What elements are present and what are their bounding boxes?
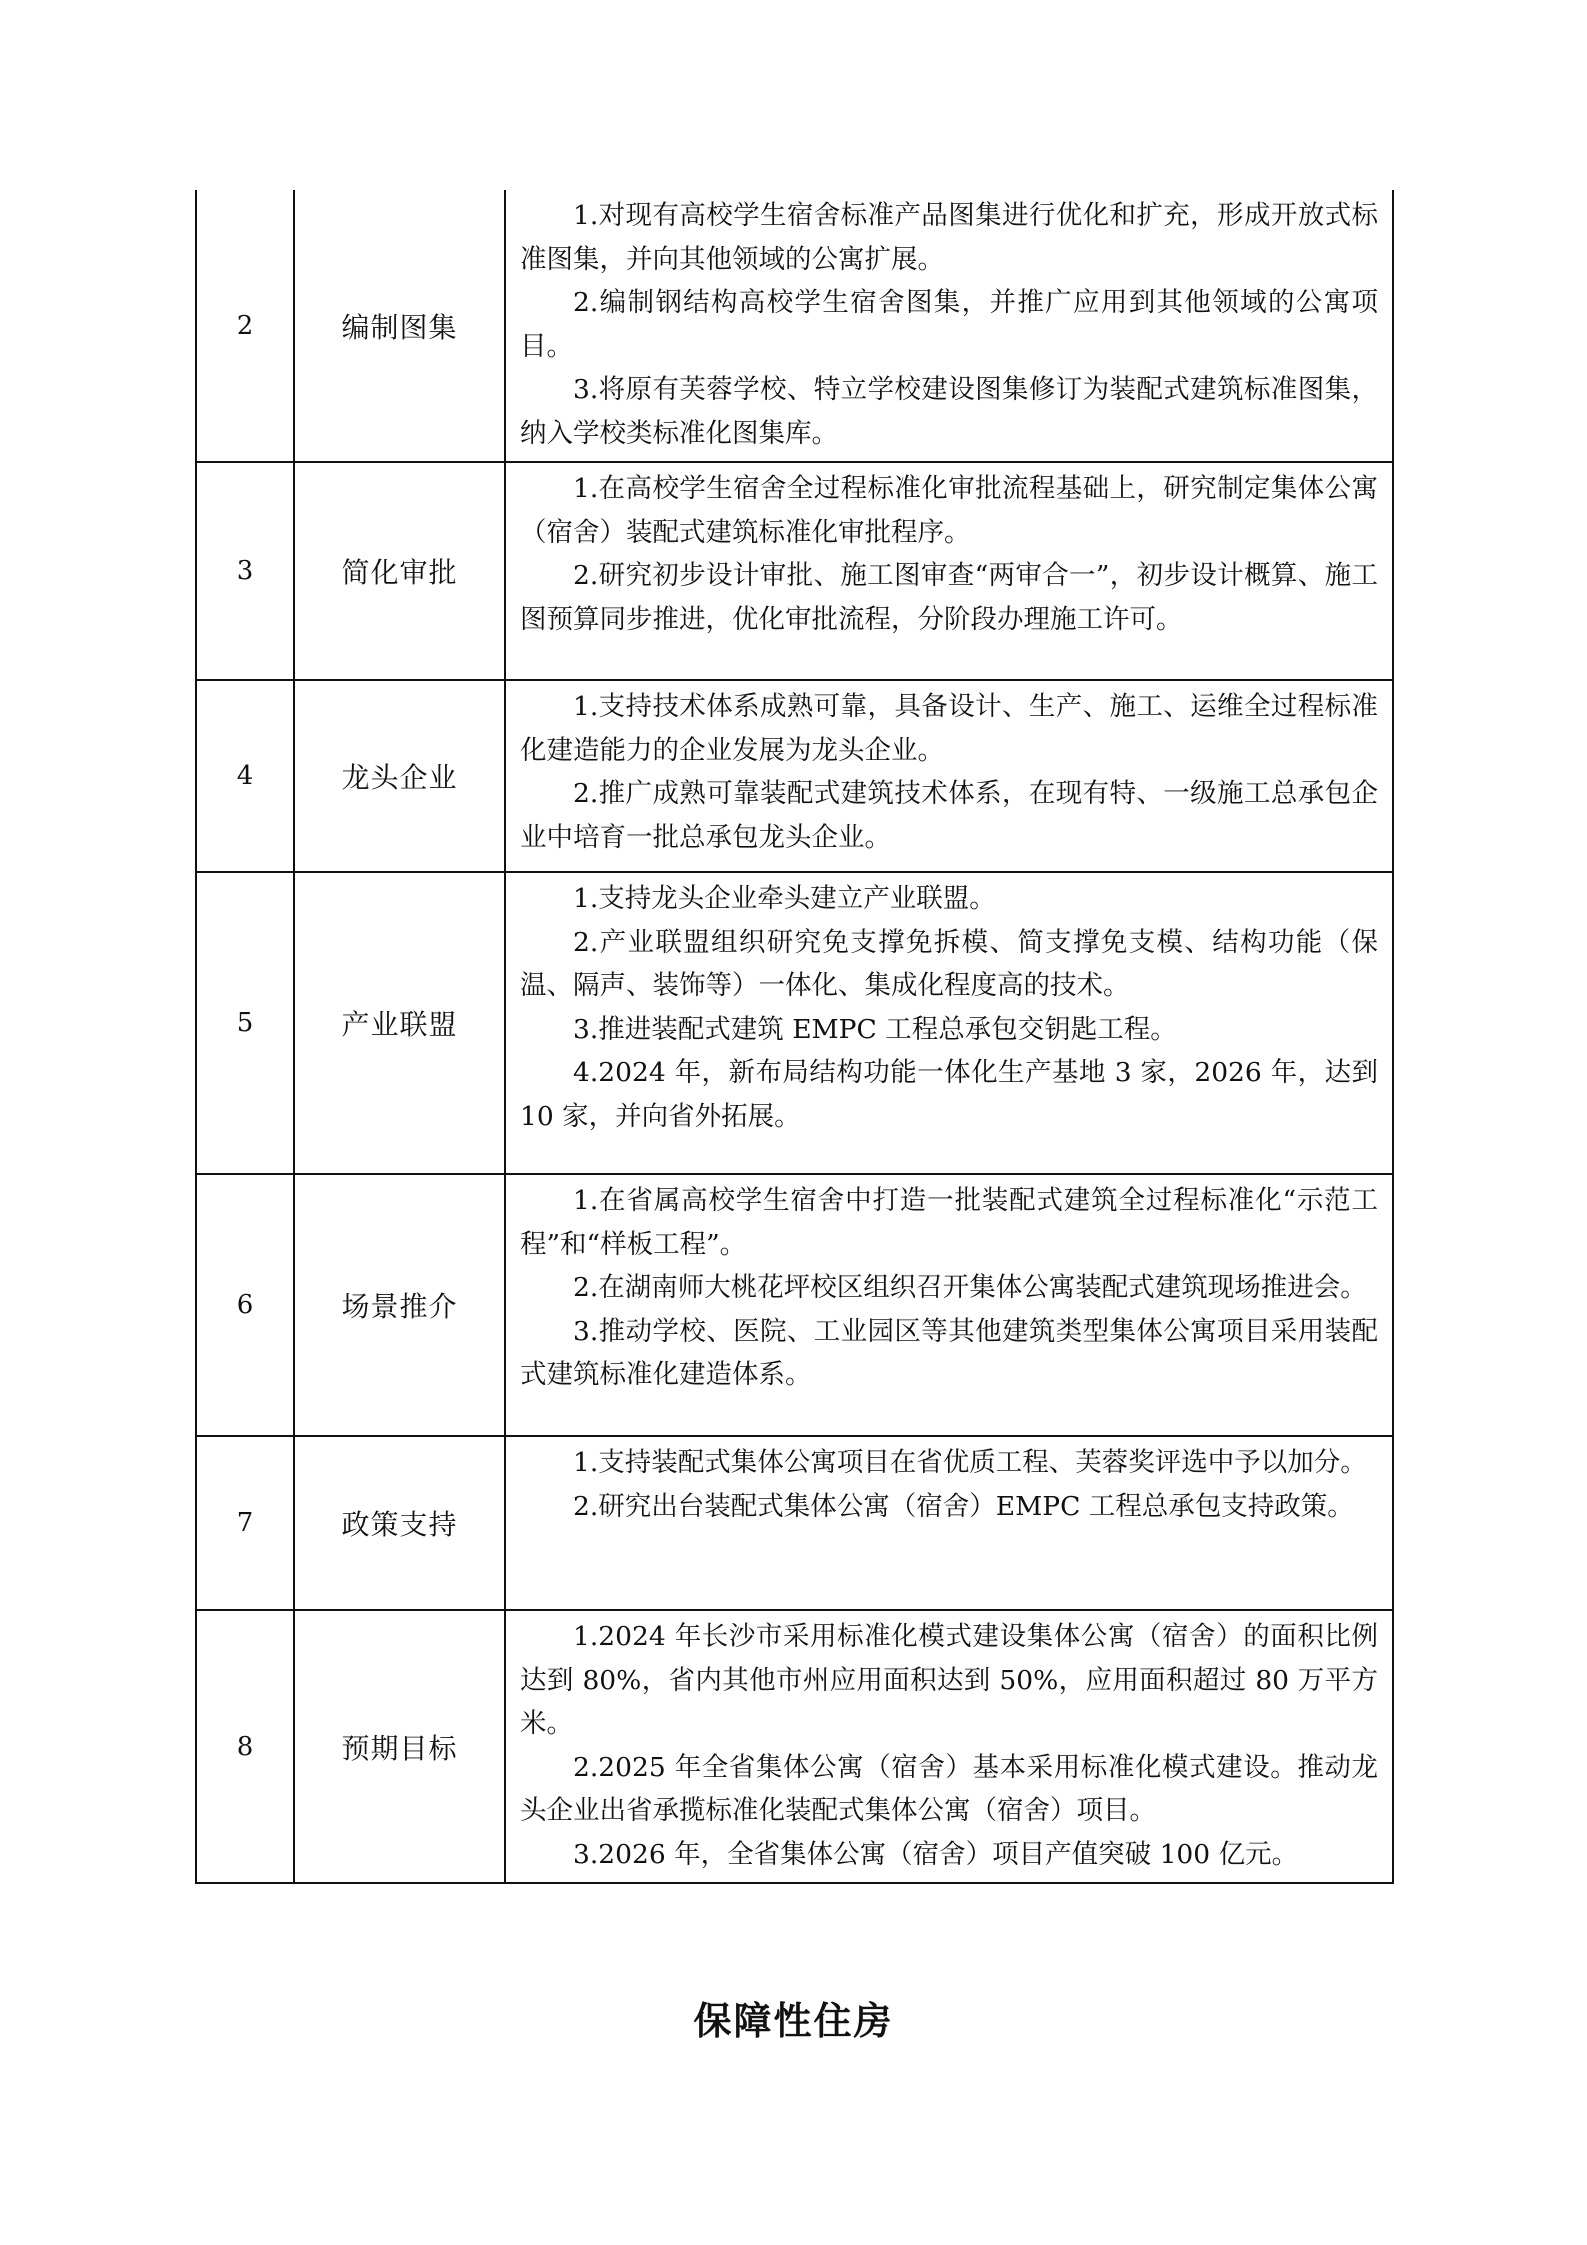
row-content [505, 872, 1393, 1174]
table-row [196, 462, 1393, 680]
content-paragraph: 2.编制钢结构高校学生宿舍图集，并推广应用到其他领域的公寓项目。 [520, 287, 1378, 362]
content-paragraph: 3.将原有芙蓉学校、特立学校建设图集修订为装配式建筑标准图集，纳入学校类标准化图集库。 [520, 374, 1378, 449]
row-item: 场景推介 [294, 1174, 505, 1436]
row-number: 2 [196, 190, 294, 462]
row-number: 5 [196, 872, 294, 1174]
content-paragraph: 1.支持装配式集体公寓项目在省优质工程、芙蓉奖评选中予以加分。 [573, 1447, 1367, 1478]
content-paragraph: 1.2024 年长沙市采用标准化模式建设集体公寓（宿舍）的面积比例达到 80%，省内其他市州应用面积达到 50%，应用面积超过 80 万平方米。 [520, 1621, 1378, 1739]
row-item: 龙头企业 [294, 680, 505, 872]
section-heading: 保障性住房 [693, 1999, 894, 2043]
content-paragraph: 2.研究出台装配式集体公寓（宿舍）EMPC 工程总承包支持政策。 [573, 1490, 1354, 1522]
row-item: 编制图集 [294, 190, 505, 462]
row-content [505, 1174, 1393, 1436]
content-paragraph: 1.对现有高校学生宿舍标准产品图集进行优化和扩充，形成开放式标准图集，并向其他领域的公寓扩展。 [520, 200, 1378, 275]
table-row [196, 190, 1393, 462]
row-item: 简化审批 [294, 462, 505, 680]
table-row [196, 1610, 1393, 1883]
row-item: 政策支持 [294, 1436, 505, 1610]
row-item: 产业联盟 [294, 872, 505, 1174]
row-content [505, 1610, 1393, 1883]
content-paragraph: 3.推动学校、医院、工业园区等其他建筑类型集体公寓项目采用装配式建筑标准化建造体系。 [520, 1315, 1378, 1390]
row-content [505, 680, 1393, 872]
row-number: 3 [196, 462, 294, 680]
content-paragraph: 1.支持龙头企业牵头建立产业联盟。 [573, 883, 996, 914]
row-number: 4 [196, 680, 294, 872]
content-paragraph: 2.产业联盟组织研究免支撑免拆模、简支撑免支模、结构功能（保温、隔声、装饰等）一体化、集成化程度高的技术。 [520, 926, 1378, 1001]
content-paragraph: 4.2024 年，新布局结构功能一体化生产基地 3 家，2026 年，达到 10 家，并向省外拓展。 [520, 1057, 1378, 1132]
table-row [196, 680, 1393, 872]
content-paragraph: 2.研究初步设计审批、施工图审查“两审合一”，初步设计概算、施工图预算同步推进，优化审批流程，分阶段办理施工许可。 [520, 560, 1378, 635]
row-number: 7 [196, 1436, 294, 1610]
content-paragraph: 1.在高校学生宿舍全过程标准化审批流程基础上，研究制定集体公寓（宿舍）装配式建筑标准化审批程序。 [520, 473, 1378, 548]
content-paragraph: 2.推广成熟可靠装配式建筑技术体系，在现有特、一级施工总承包企业中培育一批总承包龙头企业。 [520, 778, 1378, 853]
row-number: 8 [196, 1610, 294, 1883]
content-paragraph: 3.推进装配式建筑 EMPC 工程总承包交钥匙工程。 [573, 1013, 1177, 1045]
content-paragraph: 3.2026 年，全省集体公寓（宿舍）项目产值突破 100 亿元。 [573, 1838, 1299, 1870]
table-row [196, 872, 1393, 1174]
row-number: 6 [196, 1174, 294, 1436]
content-paragraph: 2.在湖南师大桃花坪校区组织召开集体公寓装配式建筑现场推进会。 [573, 1272, 1367, 1303]
row-item: 预期目标 [294, 1610, 505, 1883]
table-row [196, 1436, 1393, 1610]
row-content [505, 1436, 1393, 1610]
row-content [505, 462, 1393, 680]
measures-table [195, 190, 1394, 1884]
content-paragraph: 1.支持技术体系成熟可靠，具备设计、生产、施工、运维全过程标准化建造能力的企业发展为龙头企业。 [520, 691, 1378, 766]
row-content [505, 190, 1393, 462]
content-paragraph: 1.在省属高校学生宿舍中打造一批装配式建筑全过程标准化“示范工程”和“样板工程”。 [520, 1185, 1378, 1260]
table-row [196, 1174, 1393, 1436]
content-paragraph: 2.2025 年全省集体公寓（宿舍）基本采用标准化模式建设。推动龙头企业出省承揽标准化装配式集体公寓（宿舍）项目。 [520, 1751, 1378, 1826]
